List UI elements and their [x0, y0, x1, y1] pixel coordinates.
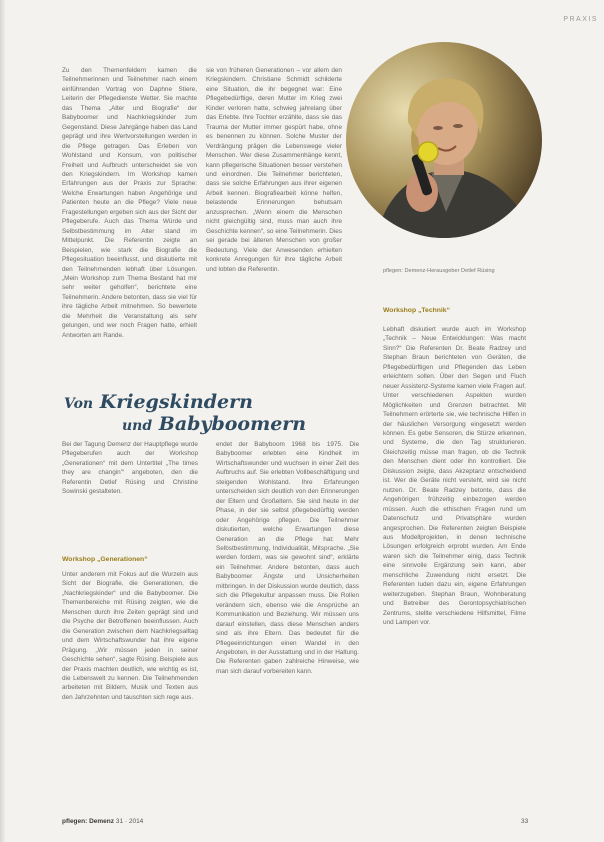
scan-edge: [0, 0, 6, 842]
article-column-4b: [62, 570, 198, 702]
article-column-2: [206, 66, 342, 274]
footer-issue: 31 · 2014: [115, 818, 144, 825]
article-column-3: [383, 325, 526, 628]
column-text: Bei der Tagung Demenz der Hauptpflege wurde Pflegeberufen auch der Workshop „Generationen“ mit dem Untertitel „The times they are changin’“ angeboten, den die Referentin Detlef Rüsing und Christine Sowinski gestalteten.: [62, 441, 198, 496]
subheading-text: Workshop „Technik“: [383, 307, 450, 314]
page-number: 33: [521, 818, 529, 825]
speaker-photo-illustration: [346, 42, 542, 238]
column-text: Unter anderem mit Fokus auf die Wurzeln aus Sicht der Biografie, die Generationen, die „Nachkriegskinder“ und die Babyboomer. Die Themenbereiche mit Rüsing zeigten, wie die Menschen durch ihre Zeiten geprägt sind und die Psyche der Betroffenen beeinflussen. Auch die Generation zwischen dem Nachkriegsalltag und dem Wirtschaftswunder hat ihre eigene Prägung. „Wir müssen jeden in seiner Geschichte sehen“, sagte Rüsing. Beispiele aus der Praxis machten deutlich, wie wichtig es ist, die Lebenswelt zu kennen. Die Teilnehmenden arbeiteten mit Bildern, Musik und Texten aus den Jahrzehnten und tauschten sich rege aus.: [62, 571, 198, 701]
headline-prefix: Von: [64, 396, 94, 412]
article-column-1: [62, 66, 197, 340]
headline-word: Babyboomern: [158, 413, 307, 435]
headline-line-2: [122, 413, 306, 435]
speaker-photo: [346, 42, 542, 238]
headline-word: Kriegskindern: [99, 391, 253, 413]
article-column-5: [216, 440, 359, 676]
subheading-text: Workshop „Generationen“: [62, 556, 148, 563]
photo-caption: pflegen: Demenz-Herausgeber Detlef Rüsing: [383, 268, 495, 274]
section-label: PRAXIS: [563, 16, 598, 23]
headline-prefix: und: [122, 418, 153, 434]
subheading-technik: [383, 307, 526, 314]
column-text: Zu den Themenfeldern kamen die Teilnehmerinnen und Teilnehmer nach einem einführenden Vortrag von Daphne Stiere, Leiterin der Pflegedienste Wetter. Sie machte das Thema „Alter und Biografie“ der Babyboomer und Nachkriegskinder zum Gegenstand. Diese Jahrgänge haben das Land geprägt und ihre Wertvorstellungen werden in die Pflege getragen. Das Erleben von Wohlstand und Konsum, von politischer Freiheit und Aufbruch unterscheidet sie von den Kriegskindern. Im Workshop kamen Erfahrungen aus der Praxis zur Sprache: Welche Erwartungen haben Angehörige und Patienten heute an die Pflege? Viele neue Fragestellungen ergeben sich aus der Sicht der Pflegeberufe. Auch das Thema Würde und Selbstbestimmung im Alter stand im Mittelpunkt. Die Referentin zeigte an Beispielen, wie stark die Biografie die Pflegesituation beeinflusst, und diskutierte mit den Teilnehmenden lebhaft über Lösungen. „Mein Workshop zum Thema Bestand hat mir sehr weiter geholfen“, berichtete eine Teilnehmerin. Andere betonten, dass sie viel für ihre tägliche Arbeit mitnehmen. So bewertete die Mehrheit die Veranstaltung als sehr gelungen, und wer noch Fragen hatte, erhielt Antworten am Rande.: [62, 67, 197, 339]
headline-line-1: [64, 391, 253, 413]
article-column-4: [62, 440, 198, 497]
column-text: Lebhaft diskutiert wurde auch im Workshop „Technik – Neue Entwicklungen: Was macht Sinn?“ Die Referenten Dr. Beate Radzey und Stephan Braun berichteten von Geräten, die Pflegebedürftigen und Pflegenden das Leben erleichtern sollen. Über den Segen und Fluch neuer Assistenz-Systeme kamen viele Fragen auf. Unter verschiedenen Aspekten wurden Möglichkeiten und Grenzen betrachtet. Mit Teilnehmern erörterte sie, wie technische Hilfen in der häuslichen Versorgung eingesetzt werden können. Es gebe Sensoren, die Stürze erkennen, und Systeme, die den Tag strukturieren. Gleichzeitig müsse man fragen, ob die Technik den Menschen dient oder ihn kontrolliert. Die Diskussion zeigte, dass Akzeptanz entscheidend ist. Wer die Geräte nicht versteht, wird sie nicht nutzen. Dr. Beate Radzey betonte, dass die Angehörigen frühzeitig einbezogen werden müssen. Auch die ethischen Fragen rund um Datenschutz und Privatsphäre wurden angesprochen. Die Referenten zeigten Beispiele aus Modellprojekten, in denen technische Lösungen erfolgreich erprobt wurden. Am Ende waren sich die Teilnehmer einig, dass Technik eine sinnvolle Ergänzung sein kann, aber menschliche Zuwendung nicht ersetzt. Die Referenten luden dazu ein, eigene Erfahrungen weiterzugeben. Stephan Braun, Wohnberatung und Betreiber des Gerontopsychiatrischen Zentrums, stellte verschiedene Hilfsmittel, Filme und Lampen vor.: [383, 326, 526, 627]
footer-publication: [62, 818, 143, 825]
column-text: sie von früheren Generationen – vor allem den Kriegskindern. Christiane Schmidt schilderte eine Situation, die ihr begegnet war: Eine Pflegebedürftige, deren Mutter im Krieg zwei Kinder verloren hatte, schwieg jahrelang über das Erlebte. Ihre Tochter erzählte, dass sie das Trauma der Mutter immer gespürt habe, ohne es benennen zu können. Solche Muster der Verdrängung prägen die Lebenswege vieler Menschen. Wer diese Zusammenhänge kennt, kann pflegerische Situationen besser verstehen und einordnen. Die Teilnehmer berichteten, dass sie solche Erfahrungen aus ihrer eigenen Arbeit kennen. Biografiearbeit könne helfen, belastende Erinnerungen behutsam anzusprechen. „Wenn einem die Menschen nicht gleichgültig sind, muss man auch ihre Geschichte kennen“, so eine Teilnehmerin. Dies sei gerade bei älteren Menschen von großer Bedeutung. Viele der Anwesenden erhielten konkrete Anregungen für ihre tägliche Arbeit und lobten die Referentin.: [206, 67, 342, 273]
footer-brand: pflegen: Demenz: [62, 818, 115, 825]
subheading-generationen: [62, 556, 198, 702]
column-text: endet der Babyboom 1968 bis 1975. Die Babyboomer erlebten eine Kindheit im Wirtschaftswunder und wuchsen in einer Zeit des Aufbruchs auf. Sie erlebten Vollbeschäftigung und steigenden Wohlstand. Ihre Erfahrungen unterscheiden sich deutlich von den Erinnerungen der Eltern und Großeltern. Sie sind heute in der Phase, in der sie selbst pflegebedürftig werden oder Angehörige pflegen. Die Teilnehmer diskutierten, welche Erwartungen diese Generation an die Pflege hat: Mehr Selbstbestimmung, Individualität, Mitsprache. „Sie werden fordern, was sie gewohnt sind“, erklärte ein Teilnehmer. Andere betonten, dass auch Babyboomer Ängste und Unsicherheiten mitbringen. In der Diskussion wurde deutlich, dass sich die Pflegekultur anpassen muss. Die Rollen verändern sich, ebenso wie die Ansprüche an Kommunikation und Beziehung. Wir müssen uns darauf einstellen, dass diese Menschen anders sind als ihre Eltern. Das bedeutet für die Pflegeeinrichtungen einen Wandel in den Angeboten, in der Ausstattung und in der Haltung. Die Referenten gaben zahlreiche Hinweise, wie man sich darauf vorbereiten kann.: [216, 441, 359, 675]
